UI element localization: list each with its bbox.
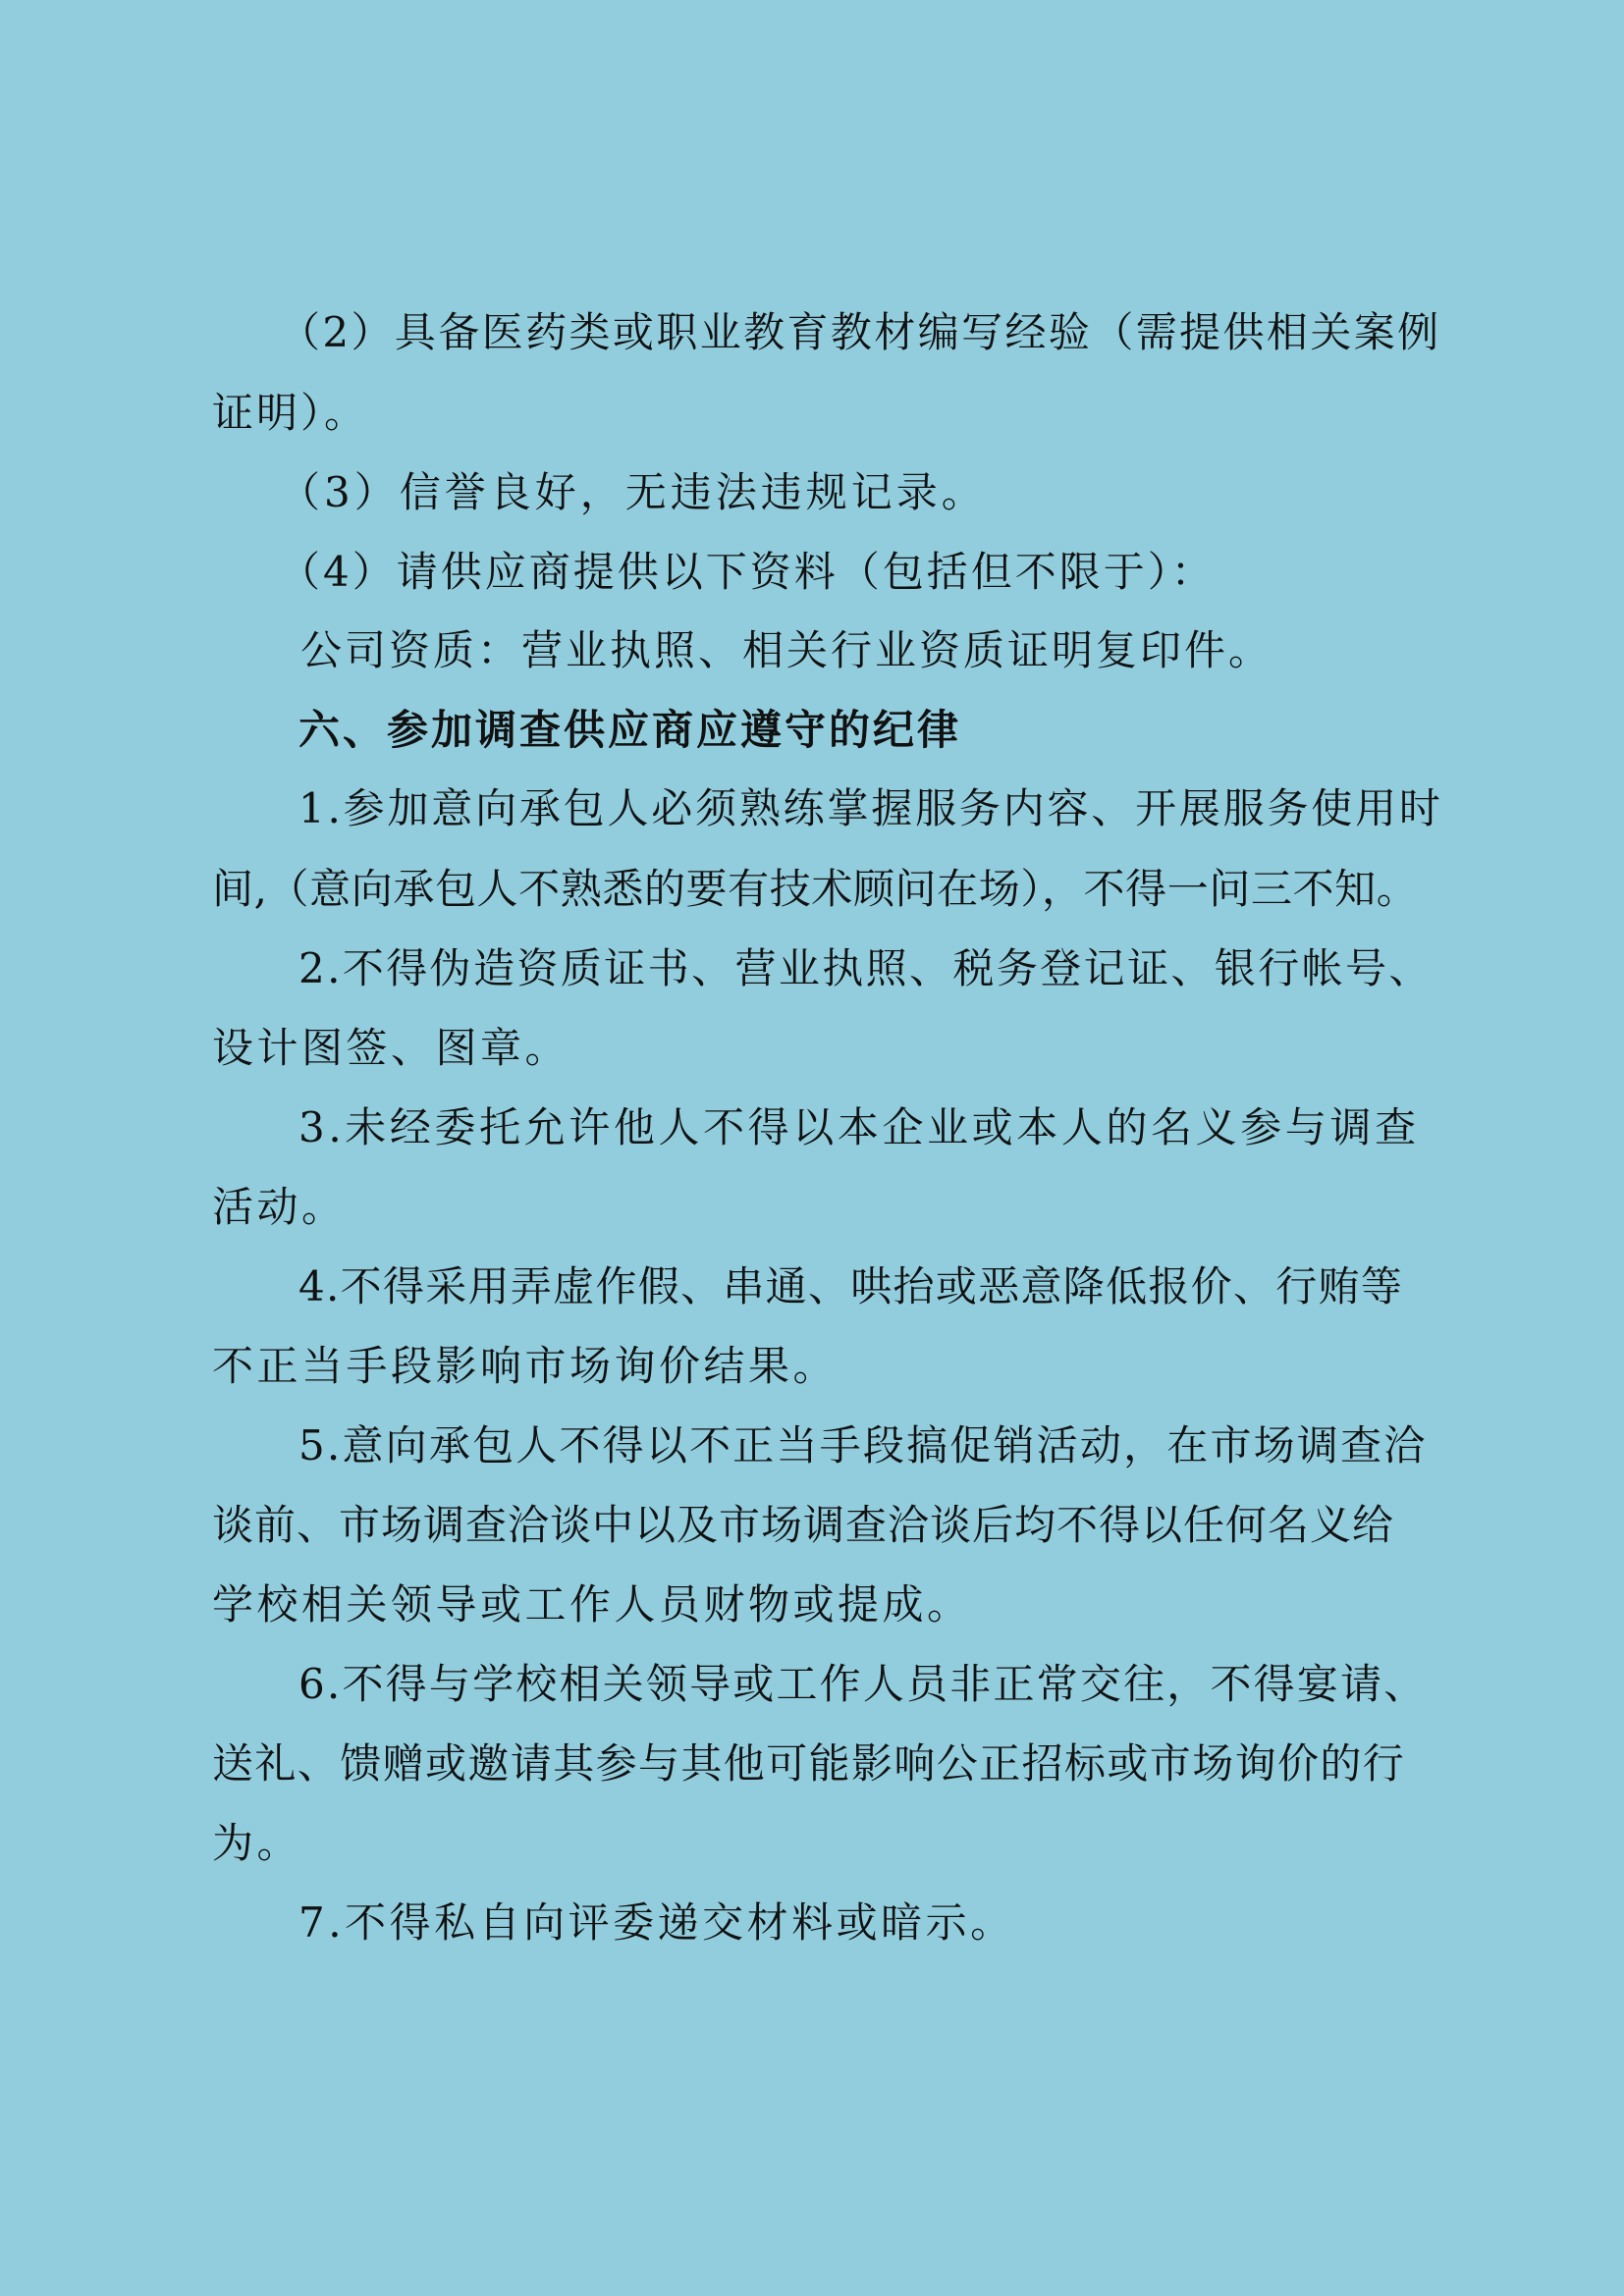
rule-4-line-1: 4.不得采用弄虚作假、串通、哄抬或恶意降低报价、行贿等 [298, 1262, 1404, 1310]
rule-2-line-1: 2.不得伪造资质证书、营业执照、税务登记证、银行帐号、 [298, 944, 1433, 992]
section-six-heading: 六、参加调查供应商应遵守的纪律 [298, 706, 962, 754]
requirement-4-line: （4）请供应商提供以下资料（包括但不限于）： [279, 548, 1216, 596]
requirement-3-line: （3）信誉良好，无违法违规记录。 [279, 468, 987, 516]
rule-1-line-1: 1.参加意向承包人必须熟练掌握服务内容、开展服务使用时 [298, 784, 1443, 832]
requirement-2-line-2: 证明）。 [212, 389, 369, 437]
rule-5-line-2: 谈前、市场调查洽谈中以及市场调查洽谈后均不得以任何名义给 [212, 1501, 1395, 1549]
rule-5-line-3: 学校相关领导或工作人员财物或提成。 [212, 1580, 972, 1629]
rule-5-line-1: 5.意向承包人不得以不正当手段搞促销活动，在市场调查洽 [298, 1421, 1428, 1469]
rule-3-line-1: 3.未经委托允许他人不得以本企业或本人的名义参与调查 [298, 1103, 1420, 1151]
rule-3-line-2: 活动。 [212, 1183, 347, 1231]
rule-6-line-1: 6.不得与学校相关领导或工作人员非正常交往，不得宴请、 [298, 1660, 1428, 1708]
rule-7-line: 7.不得私自向评委递交材料或暗示。 [298, 1898, 1015, 1947]
rule-4-line-2: 不正当手段影响市场询价结果。 [212, 1342, 839, 1390]
rule-6-line-3: 为。 [212, 1819, 302, 1867]
requirement-2-line-1: （2）具备医药类或职业教育教材编写经验（需提供相关案例 [279, 308, 1441, 356]
rule-1-line-2: 间,（意向承包人不熟悉的要有技术顾问在场），不得一问三不知。 [212, 865, 1419, 913]
company-qualification-line: 公司资质：营业执照、相关行业资质证明复印件。 [300, 626, 1273, 674]
rule-6-line-2: 送礼、馈赠或邀请其参与其他可能影响公正招标或市场询价的行 [212, 1739, 1406, 1788]
rule-2-line-2: 设计图签、图章。 [212, 1024, 570, 1072]
